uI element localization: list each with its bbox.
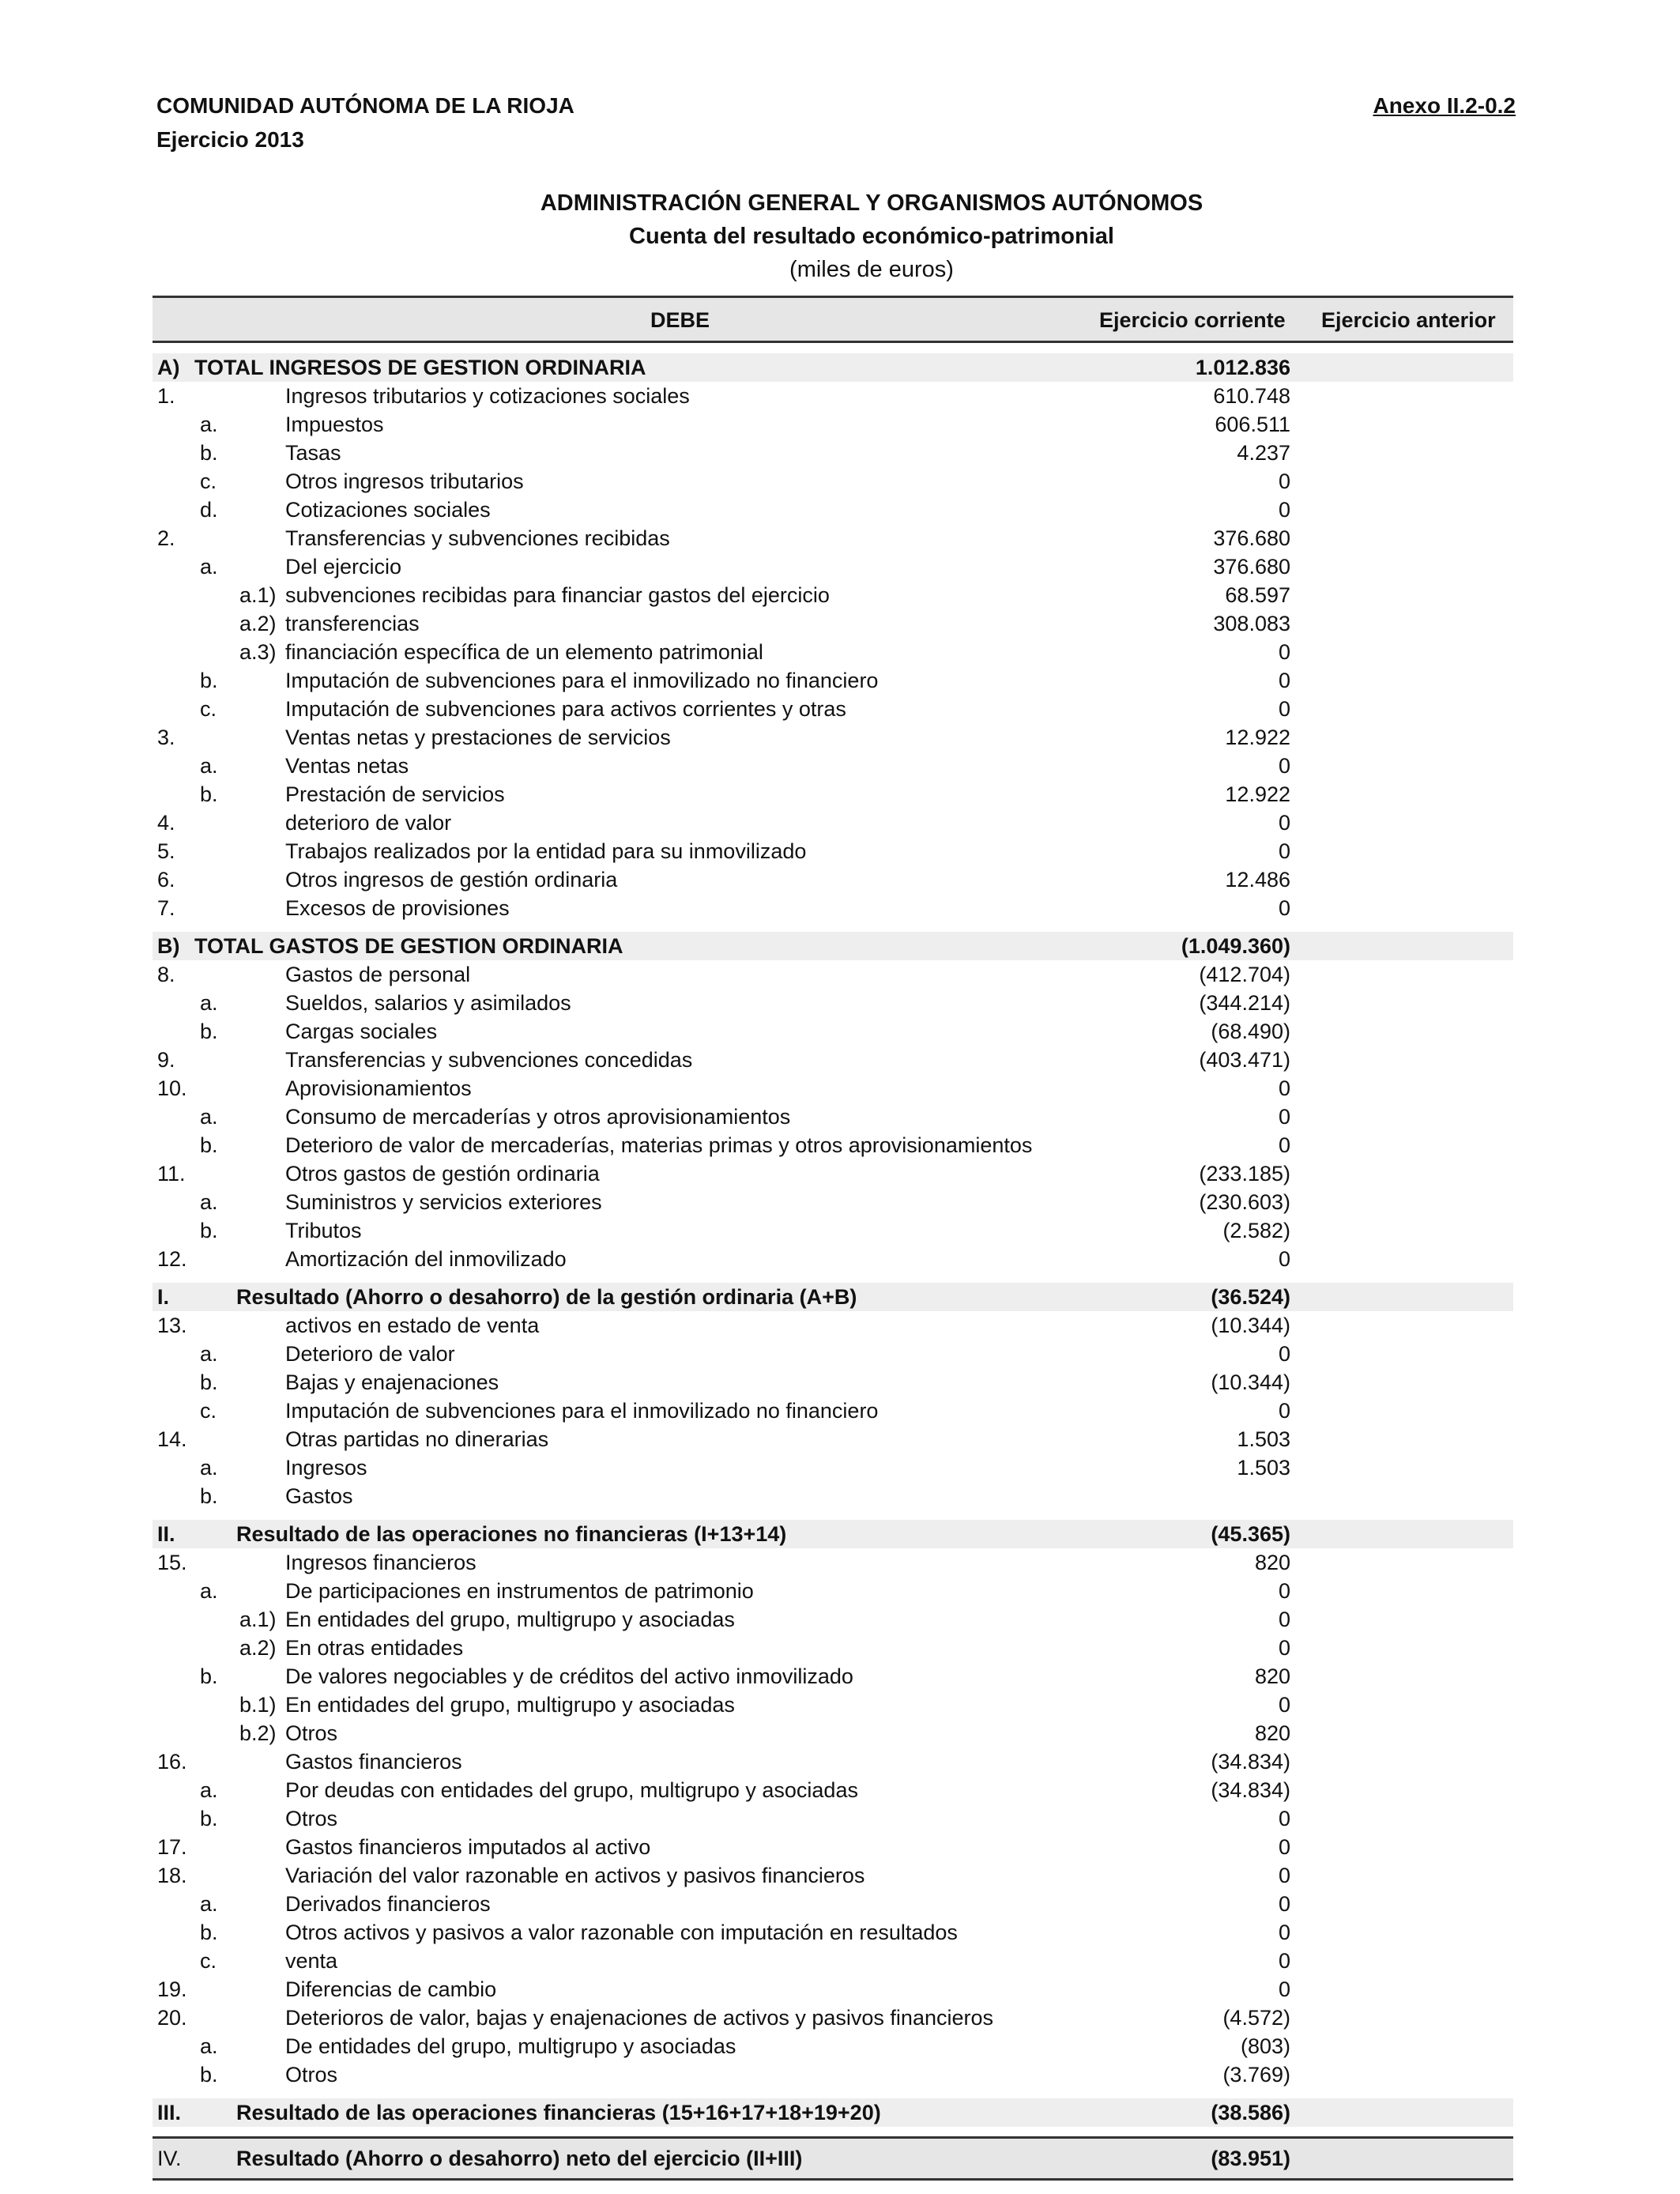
row-value-current: (412.704): [1199, 963, 1290, 986]
row-label: Gastos: [285, 1484, 353, 1508]
row-code: b.: [200, 782, 218, 806]
row-code: a.: [200, 754, 218, 778]
row-code: a.2): [239, 1636, 277, 1660]
row-code: a.: [200, 2034, 218, 2058]
table-row: [153, 1747, 1513, 1776]
table-row: [153, 1340, 1513, 1368]
income-statement-table: [153, 296, 1513, 2181]
report-title: ADMINISTRACIÓN GENERAL Y ORGANISMOS AUTÓNOMOS: [540, 190, 1203, 216]
row-label: Prestación de servicios: [285, 782, 505, 806]
row-code: a.: [200, 413, 218, 436]
table-row: [153, 1662, 1513, 1691]
row-label: Ingresos: [285, 1456, 367, 1480]
table-row: [153, 1482, 1513, 1510]
row-value-current: (45.365): [1211, 1522, 1290, 1546]
report-titles: [0, 187, 1680, 286]
row-code: b.: [200, 1807, 218, 1830]
row-code: b.: [200, 1370, 218, 1394]
row-label: Bajas y enajenaciones: [285, 1370, 499, 1394]
row-code: a.: [200, 1190, 218, 1214]
row-code: b.: [200, 1020, 218, 1043]
row-label: Resultado (Ahorro o desahorro) de la gestión ordinaria (A+B): [236, 1285, 857, 1309]
row-value-current: (34.834): [1211, 1750, 1290, 1774]
table-row: [153, 467, 1513, 496]
row-label: venta: [285, 1949, 338, 1973]
row-code: 12.: [157, 1247, 187, 1271]
row-code: b.: [200, 669, 218, 692]
row-code: c.: [200, 697, 217, 721]
row-value-current: 0: [1278, 669, 1290, 692]
row-value-current: 0: [1278, 1247, 1290, 1271]
table-row: [153, 581, 1513, 609]
table-row: [153, 609, 1513, 638]
table-row: [153, 439, 1513, 467]
table-row: [153, 894, 1513, 922]
row-value-current: (3.769): [1222, 2063, 1290, 2087]
row-code: b.: [200, 441, 218, 465]
table-row: [153, 1046, 1513, 1074]
row-value-current: 376.680: [1213, 555, 1290, 579]
table-row: [153, 1074, 1513, 1103]
row-label: Otros: [285, 1721, 338, 1745]
annex-label: Anexo II.2-0.2: [1373, 93, 1516, 118]
row-code: II.: [157, 1522, 175, 1546]
row-value-current: 0: [1278, 1977, 1290, 2001]
row-label: Ingresos financieros: [285, 1551, 477, 1574]
row-value-current: (344.214): [1199, 991, 1290, 1015]
row-label: Otros ingresos tributarios: [285, 469, 524, 493]
row-label: Tributos: [285, 1219, 362, 1242]
row-label: Variación del valor razonable en activos y pasivos financieros: [285, 1864, 865, 1887]
row-label: Por deudas con entidades del grupo, multigrupo y asociadas: [285, 1778, 858, 1802]
row-label: Deterioros de valor, bajas y enajenaciones de activos y pasivos financieros: [285, 2006, 993, 2030]
row-code: a.: [200, 1342, 218, 1366]
row-value-current: (403.471): [1199, 1048, 1290, 1072]
row-code: III.: [157, 2101, 182, 2124]
row-code: a.: [200, 991, 218, 1015]
row-value-current: (230.603): [1199, 1190, 1290, 1214]
table-row: [153, 1425, 1513, 1453]
row-label: Sueldos, salarios y asimilados: [285, 991, 571, 1015]
table-row: [153, 1975, 1513, 2004]
row-code: IV.: [157, 2147, 182, 2170]
row-label: Imputación de subvenciones para el inmovilizado no financiero: [285, 669, 879, 692]
row-value-current: 0: [1278, 1105, 1290, 1129]
row-value-current: 0: [1278, 1921, 1290, 1944]
col-prior-year: Ejercicio anterior: [1321, 308, 1496, 332]
row-code: a.: [200, 1456, 218, 1480]
table-row: [153, 1216, 1513, 1245]
row-label: Gastos financieros imputados al activo: [285, 1835, 651, 1859]
row-label: deterioro de valor: [285, 811, 452, 835]
row-code: b.: [200, 1664, 218, 1688]
row-code: 10.: [157, 1076, 187, 1100]
table-row: [153, 1776, 1513, 1804]
row-code: 6.: [157, 868, 175, 892]
row-value-current: 610.748: [1213, 384, 1290, 408]
table-row: [153, 524, 1513, 552]
row-code: a.: [200, 1778, 218, 1802]
table-row: [153, 1605, 1513, 1634]
report-subtitle: Cuenta del resultado económico-patrimonial: [629, 224, 1114, 249]
row-label: De participaciones en instrumentos de patrimonio: [285, 1579, 754, 1603]
row-value-current: (38.586): [1211, 2101, 1290, 2124]
row-value-current: 0: [1278, 469, 1290, 493]
table-row: [153, 695, 1513, 723]
table-row: [153, 1159, 1513, 1188]
table-row: [153, 382, 1513, 410]
row-code: 20.: [157, 2006, 187, 2030]
row-value-current: 0: [1278, 1864, 1290, 1887]
fiscal-year: Ejercicio 2013: [156, 127, 304, 152]
row-label: Otros gastos de gestión ordinaria: [285, 1162, 600, 1186]
row-value-current: 606.511: [1215, 413, 1290, 436]
table-row: [153, 1719, 1513, 1747]
row-label: activos en estado de venta: [285, 1314, 540, 1337]
row-label: Impuestos: [285, 413, 384, 436]
row-label: Cotizaciones sociales: [285, 498, 491, 522]
row-value-current: 12.486: [1225, 868, 1290, 892]
total-row: [153, 353, 1513, 382]
row-value-current: (803): [1240, 2034, 1290, 2058]
row-value-current: 0: [1278, 1693, 1290, 1717]
table-row: [153, 1311, 1513, 1340]
row-value-current: (36.524): [1211, 1285, 1290, 1309]
row-label: Resultado de las operaciones no financieras (I+13+14): [236, 1522, 787, 1546]
row-value-current: 376.680: [1213, 526, 1290, 550]
row-value-current: 820: [1254, 1721, 1290, 1745]
total-row: [153, 1520, 1513, 1548]
col-debe: DEBE: [650, 308, 710, 332]
col-current-year: Ejercicio corriente: [1099, 308, 1286, 332]
row-value-current: 0: [1278, 1133, 1290, 1157]
row-value-current: 308.083: [1213, 612, 1290, 635]
table-row: [153, 1548, 1513, 1577]
row-value-current: 0: [1278, 811, 1290, 835]
table-row: [153, 1103, 1513, 1131]
row-code: a.: [200, 1579, 218, 1603]
row-code: c.: [200, 1399, 217, 1423]
row-label: Transferencias y subvenciones recibidas: [285, 526, 670, 550]
row-code: 8.: [157, 963, 175, 986]
table-row: [153, 1861, 1513, 1890]
table-row: [153, 865, 1513, 894]
row-value-current: 0: [1278, 1949, 1290, 1973]
table-row: [153, 1131, 1513, 1159]
row-value-current: 0: [1278, 1399, 1290, 1423]
table-row: [153, 1918, 1513, 1947]
table-row: [153, 552, 1513, 581]
row-code: a.: [200, 1892, 218, 1916]
row-code: a.: [200, 1105, 218, 1129]
table-row: [153, 638, 1513, 666]
total-row: [153, 2098, 1513, 2127]
row-value-current: 0: [1278, 1342, 1290, 1366]
row-label: Otros: [285, 2063, 338, 2087]
row-code: d.: [200, 498, 218, 522]
row-value-current: 820: [1254, 1664, 1290, 1688]
table-row: [153, 1368, 1513, 1397]
row-code: 3.: [157, 726, 175, 749]
row-value-current: (10.344): [1211, 1370, 1290, 1394]
row-code: B): [157, 934, 180, 958]
row-value-current: (10.344): [1211, 1314, 1290, 1337]
table-row: [153, 1833, 1513, 1861]
row-value-current: 0: [1278, 839, 1290, 863]
row-label: Diferencias de cambio: [285, 1977, 497, 2001]
table-row: [153, 1890, 1513, 1918]
row-label: En otras entidades: [285, 1636, 464, 1660]
row-code: b.: [200, 2063, 218, 2087]
row-value-current: 0: [1278, 640, 1290, 664]
row-code: A): [157, 356, 180, 379]
row-label: Cargas sociales: [285, 1020, 438, 1043]
table-row: [153, 1634, 1513, 1662]
row-label: Consumo de mercaderías y otros aprovisionamientos: [285, 1105, 791, 1129]
row-code: 2.: [157, 526, 175, 550]
row-value-current: (68.490): [1211, 1020, 1290, 1043]
row-code: b.2): [239, 1721, 277, 1745]
table-row: [153, 837, 1513, 865]
row-label: En entidades del grupo, multigrupo y asociadas: [285, 1693, 735, 1717]
row-label: Imputación de subvenciones para activos corrientes y otras: [285, 697, 846, 721]
row-value-current: (1.049.360): [1181, 934, 1290, 958]
row-code: 4.: [157, 811, 175, 835]
table-row: [153, 1947, 1513, 1975]
row-code: a.2): [239, 612, 277, 635]
row-label: Ingresos tributarios y cotizaciones sociales: [285, 384, 690, 408]
row-code: a.1): [239, 1608, 277, 1631]
row-value-current: 0: [1278, 498, 1290, 522]
table-row: [153, 1397, 1513, 1425]
row-label: Imputación de subvenciones para el inmovilizado no financiero: [285, 1399, 879, 1423]
row-value-current: 4.237: [1237, 441, 1290, 465]
row-value-current: 0: [1278, 1892, 1290, 1916]
row-label: Otros activos y pasivos a valor razonable con imputación en resultados: [285, 1921, 958, 1944]
row-code: b.: [200, 1133, 218, 1157]
row-value-current: 820: [1254, 1551, 1290, 1574]
table-row: [153, 2004, 1513, 2032]
row-value-current: 0: [1278, 896, 1290, 920]
row-value-current: 0: [1278, 1835, 1290, 1859]
row-label: Del ejercicio: [285, 555, 402, 579]
row-label: Otros: [285, 1807, 338, 1830]
row-value-current: 0: [1278, 697, 1290, 721]
row-label: Ventas netas y prestaciones de servicios: [285, 726, 671, 749]
row-code: 11.: [157, 1162, 186, 1186]
row-value-current: (2.582): [1222, 1219, 1290, 1242]
row-value-current: 12.922: [1225, 782, 1290, 806]
row-label: Suministros y servicios exteriores: [285, 1190, 602, 1214]
table-row: [153, 1188, 1513, 1216]
table-row: [153, 496, 1513, 524]
row-label: Derivados financieros: [285, 1892, 491, 1916]
row-label: En entidades del grupo, multigrupo y asociadas: [285, 1608, 735, 1631]
row-value-current: 12.922: [1225, 726, 1290, 749]
row-code: b.: [200, 1219, 218, 1242]
row-label: transferencias: [285, 612, 420, 635]
table-header: [153, 296, 1513, 343]
row-code: a.: [200, 555, 218, 579]
table-row: [153, 1691, 1513, 1719]
row-label: subvenciones recibidas para financiar gastos del ejercicio: [285, 583, 830, 607]
row-value-current: 1.503: [1237, 1427, 1290, 1451]
row-code: 18.: [157, 1864, 187, 1887]
total-row: [153, 932, 1513, 960]
row-value-current: 0: [1278, 1076, 1290, 1100]
row-label: Resultado de las operaciones financieras (15+16+17+18+19+20): [236, 2101, 881, 2124]
row-label: Resultado (Ahorro o desahorro) neto del ejercicio (II+III): [236, 2147, 803, 2170]
table-row: [153, 989, 1513, 1017]
row-code: I.: [157, 1285, 170, 1309]
row-label: Otras partidas no dinerarias: [285, 1427, 549, 1451]
row-label: De valores negociables y de créditos del activo inmovilizado: [285, 1664, 853, 1688]
table-row: [153, 960, 1513, 989]
row-value-current: (233.185): [1199, 1162, 1290, 1186]
row-value-current: (34.834): [1211, 1778, 1290, 1802]
table-row: [153, 809, 1513, 837]
table-row: [153, 1577, 1513, 1605]
row-value-current: 68.597: [1225, 583, 1290, 607]
row-label: De entidades del grupo, multigrupo y asociadas: [285, 2034, 736, 2058]
report-unit: (miles de euros): [789, 257, 954, 282]
row-value-current: 1.012.836: [1195, 356, 1290, 379]
row-value-current: 0: [1278, 754, 1290, 778]
row-code: b.1): [239, 1693, 277, 1717]
row-label: Amortización del inmovilizado: [285, 1247, 567, 1271]
row-value-current: 0: [1278, 1807, 1290, 1830]
row-label: Otros ingresos de gestión ordinaria: [285, 868, 618, 892]
document-header: [156, 89, 574, 156]
row-value-current: (4.572): [1222, 2006, 1290, 2030]
table-row: [153, 666, 1513, 695]
table-row: [153, 410, 1513, 439]
table-row: [153, 780, 1513, 809]
row-label: Deterioro de valor: [285, 1342, 455, 1366]
row-value-current: 0: [1278, 1579, 1290, 1603]
row-value-current: (83.951): [1211, 2147, 1290, 2170]
row-code: 15.: [157, 1551, 187, 1574]
total-row: [153, 2136, 1513, 2181]
entity-name: COMUNIDAD AUTÓNOMA DE LA RIOJA: [156, 93, 574, 118]
table-row: [153, 723, 1513, 752]
row-code: 13.: [157, 1314, 187, 1337]
table-row: [153, 2032, 1513, 2060]
row-value-current: 0: [1278, 1608, 1290, 1631]
row-code: 17.: [157, 1835, 187, 1859]
row-code: b.: [200, 1921, 218, 1944]
row-code: a.1): [239, 583, 277, 607]
total-row: [153, 1283, 1513, 1311]
row-value-current: 0: [1278, 1636, 1290, 1660]
row-label: Excesos de provisiones: [285, 896, 510, 920]
row-code: c.: [200, 1949, 217, 1973]
row-code: a.3): [239, 640, 277, 664]
row-code: c.: [200, 469, 217, 493]
table-row: [153, 752, 1513, 780]
table-row: [153, 1453, 1513, 1482]
row-code: 5.: [157, 839, 175, 863]
row-value-current: 1.503: [1237, 1456, 1290, 1480]
row-label: Deterioro de valor de mercaderías, materias primas y otros aprovisionamientos: [285, 1133, 1033, 1157]
row-label: Transferencias y subvenciones concedidas: [285, 1048, 693, 1072]
row-label: financiación específica de un elemento patrimonial: [285, 640, 763, 664]
row-label: Gastos de personal: [285, 963, 471, 986]
row-label: Ventas netas: [285, 754, 409, 778]
row-code: 14.: [157, 1427, 187, 1451]
row-label: Trabajos realizados por la entidad para su inmovilizado: [285, 839, 807, 863]
table-row: [153, 1017, 1513, 1046]
table-body: [153, 353, 1513, 2181]
table-row: [153, 2060, 1513, 2089]
row-code: 9.: [157, 1048, 175, 1072]
row-code: b.: [200, 1484, 218, 1508]
row-label: Tasas: [285, 441, 341, 465]
row-label: Aprovisionamientos: [285, 1076, 472, 1100]
row-code: 7.: [157, 896, 175, 920]
row-code: 1.: [157, 384, 175, 408]
table-row: [153, 1245, 1513, 1273]
row-code: 19.: [157, 1977, 187, 2001]
row-label: Gastos financieros: [285, 1750, 462, 1774]
row-label: TOTAL GASTOS DE GESTION ORDINARIA: [194, 934, 623, 958]
row-code: 16.: [157, 1750, 187, 1774]
table-row: [153, 1804, 1513, 1833]
row-label: TOTAL INGRESOS DE GESTION ORDINARIA: [194, 356, 646, 379]
